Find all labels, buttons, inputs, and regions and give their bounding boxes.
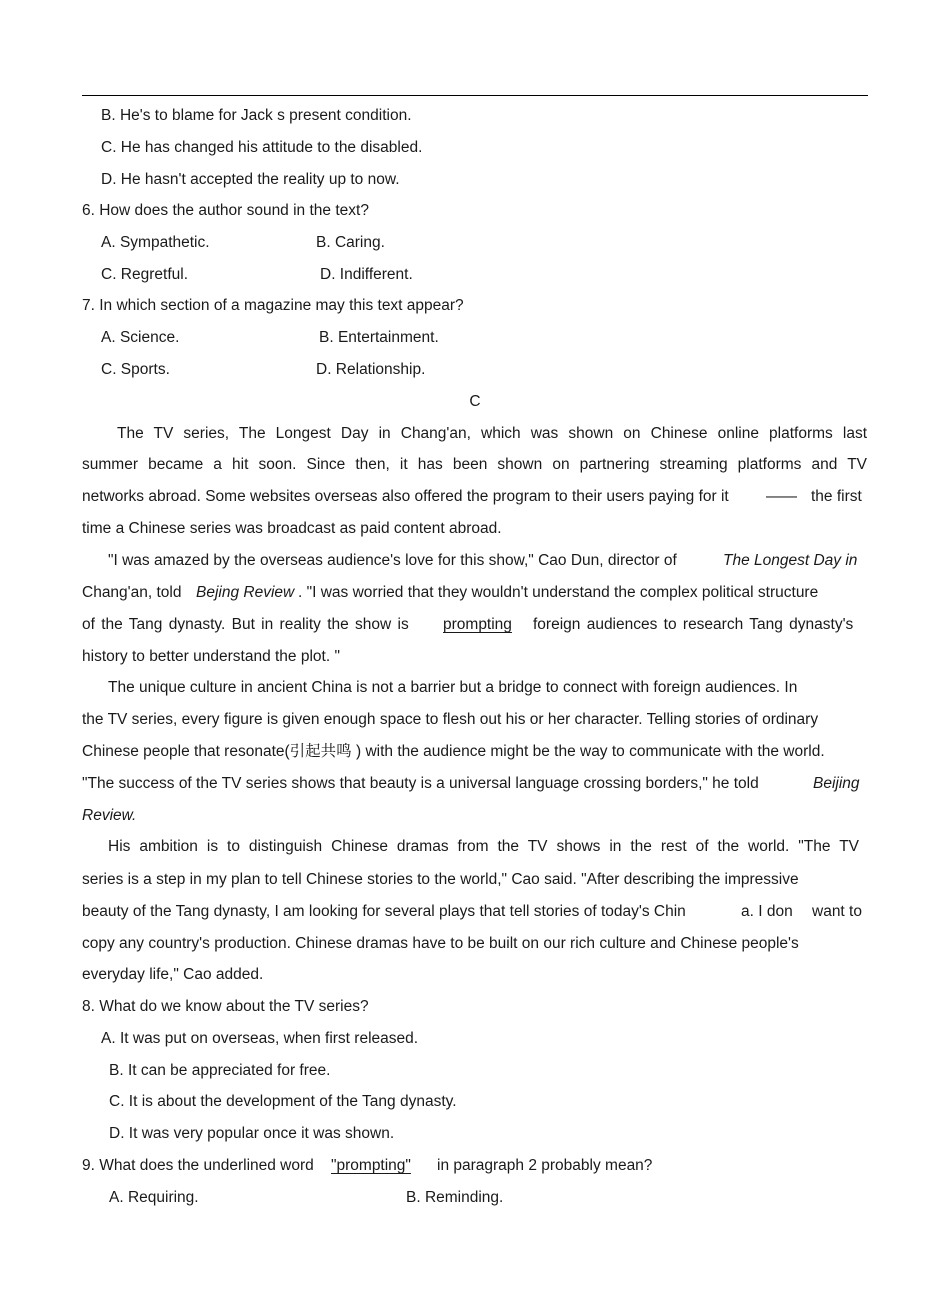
passage-p3-magazine: Beijing [813,775,860,792]
q9-stem-start: 9. What does the underlined word [82,1157,314,1174]
q6-option-b: B. Caring. [316,234,385,251]
passage-p4-line3: beauty of the Tang dynasty, I am looking for several plays that tell stories of today's Chin [82,903,686,920]
q7-option-c: C. Sports. [101,361,170,378]
passage-p1-line3: networks abroad. Some websites overseas also offered the program to their users paying for it [82,488,729,505]
q9-option-b: B. Reminding. [406,1189,504,1206]
passage-p2-magazine: Bejing Review [196,584,295,601]
q7-option-d: D. Relationship. [316,361,426,378]
header-rule [82,95,868,96]
q8-stem: 8. What do we know about the TV series? [82,998,369,1015]
q7-stem: 7. In which section of a magazine may this text appear? [82,297,464,314]
q6-stem: 6. How does the author sound in the text? [82,202,369,219]
passage-p2-line2-start: Chang'an, told [82,584,182,601]
passage-p3-line4: "The success of the TV series shows that beauty is a universal language crossing borders," he told [82,775,759,792]
q6-option-c: C. Regretful. [101,266,189,283]
passage-p4-line3-end: want to [812,903,862,920]
passage-p1-line3-end: the first [811,488,862,505]
passage-p3-line3: Chinese people that resonate(引起共鸣 ) with the audience might be the way to communicate with the world. [82,743,825,760]
passage-p2-underlined-word: prompting [443,616,512,633]
passage-p3-line5: Review. [82,807,137,824]
q6-option-d: D. Indifferent. [320,266,413,283]
passage-p3-line2: the TV series, every figure is given enough space to flesh out his or her character. Telling stories of ordinary [82,711,819,728]
passage-p2-line3-start: of the Tang dynasty. But in reality the show is [82,616,409,633]
q9-stem-word: "prompting" [331,1157,411,1174]
passage-p4-line1: His ambition is to distinguish Chinese dramas from the TV shows in the rest of the world. "The TV [108,838,859,855]
passage-p4-line4: copy any country's production. Chinese dramas have to be built on our rich culture and Chinese people's [82,935,799,952]
passage-p2-line3-end: foreign audiences to research Tang dynasty's [533,616,854,633]
passage-p1-line2: summer became a hit soon. Since then, it has been shown on partnering streaming platforms and TV [82,456,867,473]
q5-option-b: B. He's to blame for Jack s present condition. [101,107,412,124]
passage-p2-line1: "I was amazed by the overseas audience's love for this show," Cao Dun, director of [108,552,677,569]
passage-p4-line2: series is a step in my plan to tell Chinese stories to the world," Cao said. "After describing the impressive [82,871,799,888]
q5-option-d: D. He hasn't accepted the reality up to now. [101,171,400,188]
passage-p3-line1: The unique culture in ancient China is not a barrier but a bridge to connect with foreign audiences. In [108,679,798,696]
passage-p1-dash: —— [766,488,797,505]
q8-option-b: B. It can be appreciated for free. [109,1062,331,1079]
q9-stem-end: in paragraph 2 probably mean? [437,1157,653,1174]
passage-p2-line4: history to better understand the plot. " [82,648,340,665]
q7-option-a: A. Science. [101,329,180,346]
q8-option-d: D. It was very popular once it was shown. [109,1125,395,1142]
q9-option-a: A. Requiring. [109,1189,199,1206]
section-heading: C [469,393,481,410]
q5-option-c: C. He has changed his attitude to the disabled. [101,139,423,156]
q8-option-a: A. It was put on overseas, when first released. [101,1030,419,1047]
passage-p2-title: The Longest Day in [723,552,858,569]
passage-p4-line3-mid: a. I don [741,903,793,920]
passage-p1-line1: The TV series, The Longest Day in Chang'an, which was shown on Chinese online platforms last [117,425,867,442]
q6-option-a: A. Sympathetic. [101,234,210,251]
passage-p2-line2-end: . "I was worried that they wouldn't understand the complex political structure [298,584,819,601]
q8-option-c: C. It is about the development of the Tang dynasty. [109,1093,457,1110]
q7-option-b: B. Entertainment. [319,329,439,346]
passage-p1-line4: time a Chinese series was broadcast as paid content abroad. [82,520,502,537]
passage-p4-line5: everyday life," Cao added. [82,966,264,983]
